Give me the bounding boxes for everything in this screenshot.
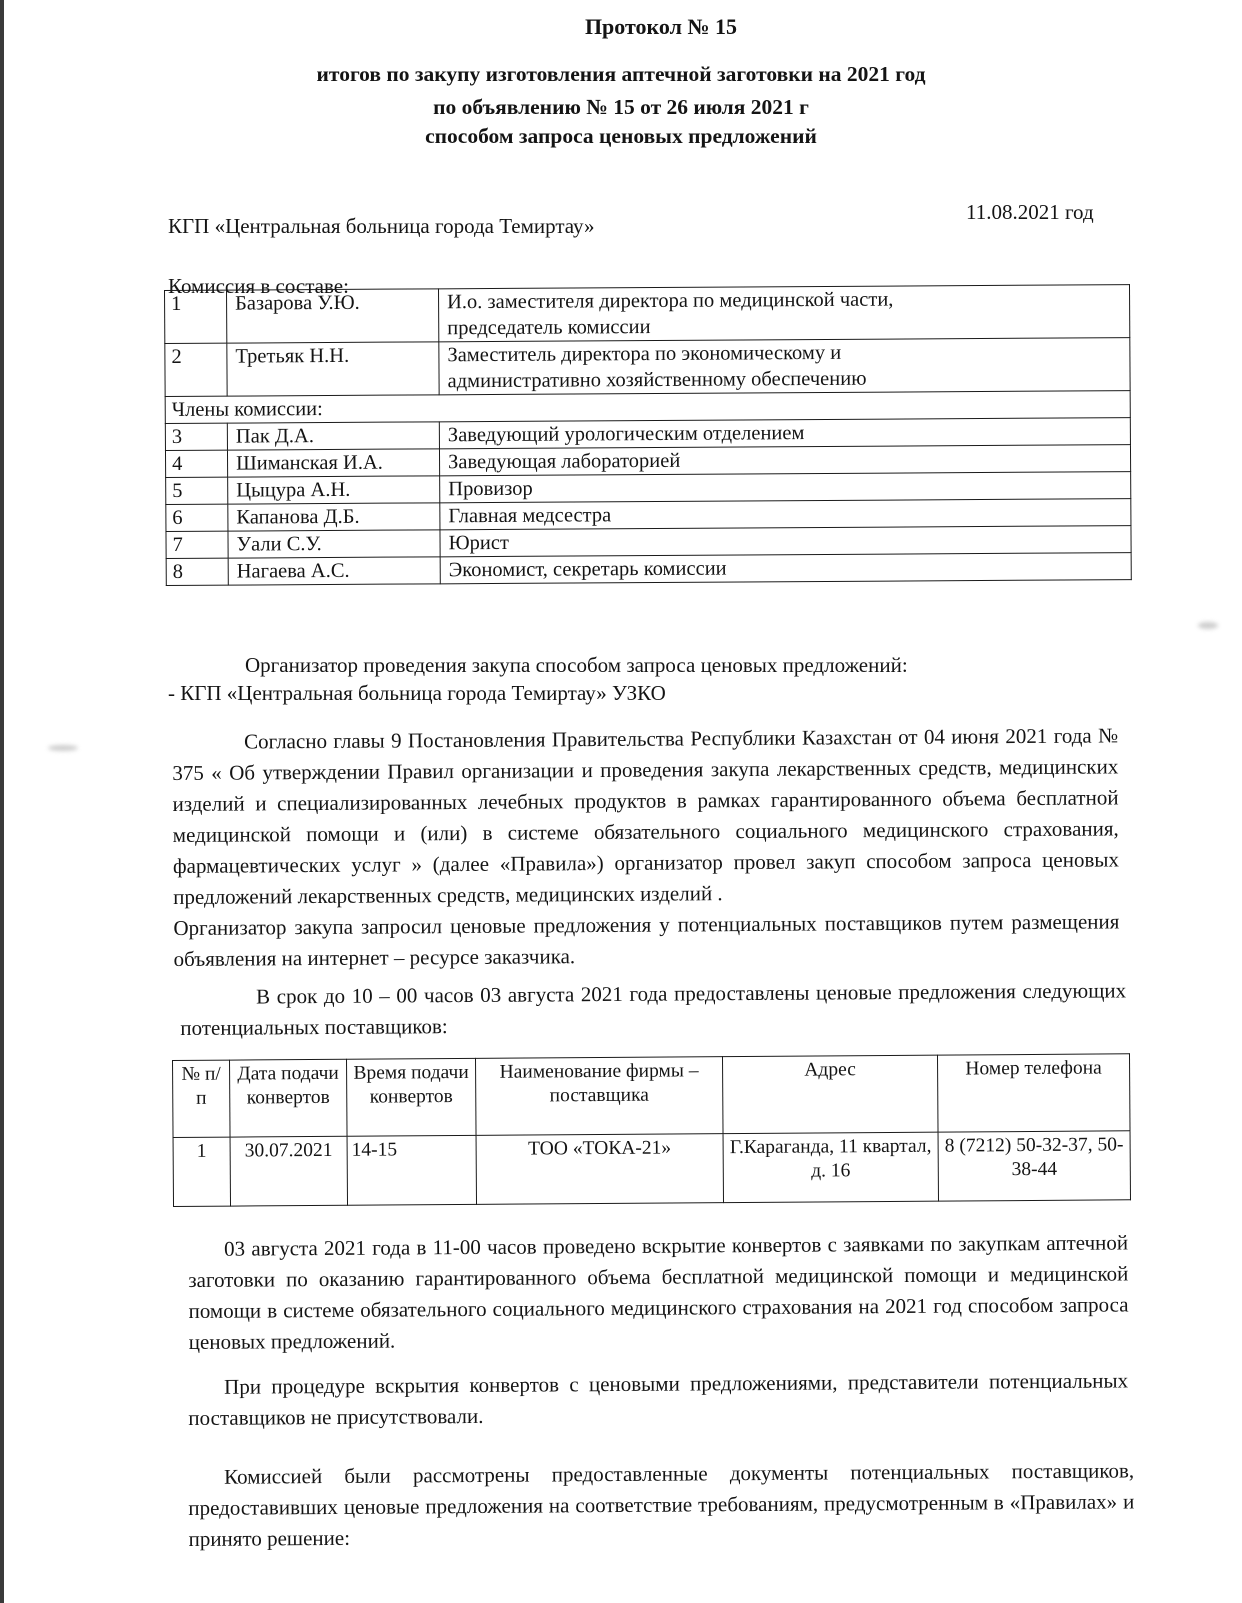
supplier-number: 1 xyxy=(173,1137,230,1206)
supplier-time: 14-15 xyxy=(347,1135,476,1205)
organizer-name: - КГП «Центральная больница города Темиртау» УЗКО xyxy=(168,681,666,705)
protocol-subtitle-line-1: итогов по закупу изготовления аптечной заготовки на 2021 год xyxy=(316,62,926,86)
supplier-phone: 8 (7212) 50-32-37, 50-38-44 xyxy=(938,1131,1130,1201)
col-header-address: Адрес xyxy=(722,1055,938,1133)
member-number: 4 xyxy=(165,450,227,477)
rules-text: Согласно главы 9 Постановления Правительства Республики Казахстан от 04 июня 2021 года № 375 « Об утверждении Правил организации и проведения закупа лекарственных средств, медицинских изделий и специализированных лечебных продуктов в рамках гарантированного объема бесплатной медицинской помощи и (или) в системе обязательного социального медицинского страхования, фармацевтических услуг » (далее «Правила») организатор провел закуп способом запроса ценовых предложений лекарственных средств, медицинских изделий . xyxy=(172,723,1120,909)
member-role: Юрист xyxy=(440,526,1131,557)
member-role xyxy=(438,285,1129,342)
col-header-phone: Номер телефона xyxy=(937,1054,1130,1132)
member-number: 8 xyxy=(166,558,228,585)
col-header-date: Дата подачи конвертов xyxy=(230,1059,348,1137)
supplier-date: 30.07.2021 xyxy=(230,1136,347,1206)
members-label: Члены комиссии: xyxy=(165,391,1130,424)
member-role: Главная медсестра xyxy=(440,499,1131,530)
protocol-date: 11.08.2021 год xyxy=(966,200,1094,224)
protocol-subtitle-line-3: способом запроса ценовых предложений xyxy=(425,124,817,148)
attendance-paragraph xyxy=(188,1365,1128,1434)
table-row xyxy=(173,1131,1130,1207)
attendance-text: При процедуре вскрытия конвертов с ценовыми предложениями, представители потенциальных поставщиков не присутствовали. xyxy=(188,1368,1129,1430)
member-role-line: И.о. заместителя директора по медицинской части, xyxy=(447,288,894,314)
deadline-paragraph xyxy=(180,975,1126,1044)
suppliers-table xyxy=(172,1053,1131,1207)
opening-paragraph xyxy=(188,1227,1129,1358)
member-name: Нагаева А.С. xyxy=(228,557,440,585)
member-role-line: Заместитель директора по экономическому и xyxy=(447,341,842,367)
member-role: Заведующий урологическим отделением xyxy=(439,418,1130,449)
member-role-line: административно хозяйственному обеспечению xyxy=(447,367,867,393)
member-role xyxy=(439,338,1130,395)
member-role: Экономист, секретарь комиссии xyxy=(440,553,1131,584)
member-number: 6 xyxy=(166,504,228,531)
member-number: 1 xyxy=(165,290,227,343)
member-name: Уали С.У. xyxy=(228,530,440,558)
member-name: Третьяк Н.Н. xyxy=(227,342,439,396)
member-name: Цыцура А.Н. xyxy=(228,476,440,504)
suppliers-header-row xyxy=(173,1054,1131,1138)
commission-label: Комиссия в составе: xyxy=(168,274,349,298)
commission-row xyxy=(165,285,1130,344)
supplier-name: ТОО «ТОКА-21» xyxy=(476,1134,723,1205)
member-number: 7 xyxy=(166,531,228,558)
scan-smudge xyxy=(1198,622,1218,629)
col-header-supplier: Наименование фирмы – поставщика xyxy=(475,1057,723,1136)
protocol-title: Протокол № 15 xyxy=(584,14,738,39)
member-name: Капанова Д.Б. xyxy=(228,503,440,531)
member-role-line: председатель комиссии xyxy=(447,316,651,340)
opening-text: 03 августа 2021 года в 11-00 часов проведено вскрытие конвертов с заявками по закупкам аптечной заготовки по оказанию гарантированного объема бесплатной медицинской помощи и медицинской помощи в системе обязательного социального медицинского страхования на 2021 год способом запроса ценовых предложений. xyxy=(188,1230,1129,1354)
member-role: Провизор xyxy=(440,472,1131,503)
member-number: 3 xyxy=(165,423,227,450)
decision-paragraph xyxy=(188,1455,1135,1555)
col-header-number: № п/п xyxy=(173,1060,231,1137)
member-role: Заведующая лабораторией xyxy=(439,445,1130,476)
scan-edge xyxy=(0,0,4,1603)
member-name: Шиманская И.А. xyxy=(227,449,439,477)
deadline-text: В срок до 10 – 00 часов 03 августа 2021 года предоставлены ценовые предложения следующих потенциальных поставщиков: xyxy=(180,978,1127,1040)
supplier-address: Г.Караганда, 11 квартал, д. 16 xyxy=(723,1132,938,1202)
scan-smudge xyxy=(48,745,78,751)
organizer-heading: Организатор проведения закупа способом запроса ценовых предложений: xyxy=(245,653,908,677)
commission-row xyxy=(165,338,1130,397)
rules-paragraph xyxy=(172,720,1120,975)
member-number: 2 xyxy=(165,343,227,396)
organization-name: КГП «Центральная больница города Темиртау» xyxy=(168,214,595,238)
decision-text: Комиссией были рассмотрены предоставленные документы потенциальных поставщиков, предоставивших ценовые предложения на соответствие требованиям, предусмотренным в «Правилах» и принято решение: xyxy=(188,1458,1135,1551)
commission-row xyxy=(166,553,1131,586)
commission-table xyxy=(164,284,1132,586)
member-number: 5 xyxy=(166,477,228,504)
member-name: Пак Д.А. xyxy=(227,422,439,450)
member-name: Базарова У.Ю. xyxy=(227,289,439,343)
col-header-time: Время подачи конвертов xyxy=(346,1058,476,1136)
request-text: Организатор закупа запросил ценовые предложения у потенциальных поставщиков путем размещения объявления на интернет – ресурсе заказчика. xyxy=(173,909,1120,971)
protocol-subtitle-line-2: по объявлению № 15 от 26 июля 2021 г xyxy=(433,95,809,119)
